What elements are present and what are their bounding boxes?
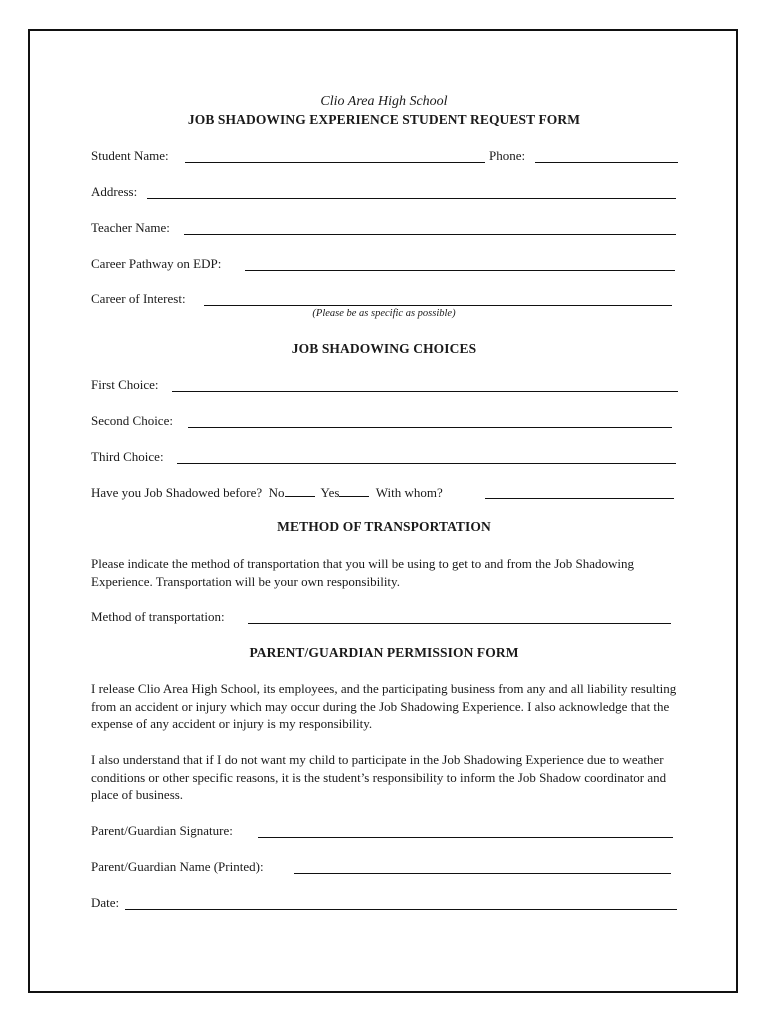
transportation-heading: METHOD OF TRANSPORTATION — [277, 519, 491, 534]
printed-name-field[interactable] — [294, 873, 671, 874]
transport-method-field[interactable] — [248, 623, 671, 624]
student-name-label: Student Name: — [91, 148, 169, 163]
school-name: Clio Area High School — [320, 94, 448, 109]
career-pathway-label: Career Pathway on EDP: — [91, 256, 222, 271]
address-label: Address: — [91, 184, 138, 199]
date-field[interactable] — [125, 909, 677, 910]
shadowed-before-row — [91, 484, 443, 501]
first-choice-field[interactable] — [172, 391, 678, 392]
yes-label: Yes — [320, 485, 340, 500]
second-choice-label: Second Choice: — [91, 413, 173, 428]
address-field[interactable] — [147, 198, 676, 199]
third-choice-label: Third Choice: — [91, 449, 164, 464]
career-interest-note: (Please be as specific as possible) — [312, 308, 456, 319]
choices-heading: JOB SHADOWING CHOICES — [291, 341, 477, 356]
signature-field[interactable] — [258, 837, 673, 838]
no-label: No — [268, 485, 285, 500]
phone-field[interactable] — [535, 162, 678, 163]
career-interest-field[interactable] — [204, 305, 672, 306]
phone-label: Phone: — [489, 148, 526, 163]
yes-field[interactable] — [339, 484, 369, 497]
with-whom-label: With whom? — [375, 485, 443, 500]
teacher-name-label: Teacher Name: — [91, 220, 170, 235]
third-choice-field[interactable] — [177, 463, 676, 464]
permission-heading: PARENT/GUARDIAN PERMISSION FORM — [249, 645, 519, 660]
transportation-instructions: Please indicate the method of transportation that you will be using to get to and from the Job Shadowing Experience. Transportation will be your own responsibility. — [91, 556, 635, 589]
release-paragraph: I release Clio Area High School, its employees, and the participating business from any and all liability resulting from an accident or injury which may occur during the Job Shadowing Experience. I also acknowledge that the expense of any accident or injury is my responsibility. — [91, 681, 677, 731]
transport-method-label: Method of transportation: — [91, 609, 225, 624]
career-interest-label: Career of Interest: — [91, 291, 186, 306]
first-choice-label: First Choice: — [91, 377, 159, 392]
with-whom-field[interactable] — [485, 498, 674, 499]
student-name-field[interactable] — [185, 162, 485, 163]
no-field[interactable] — [285, 484, 315, 497]
date-label: Date: — [91, 895, 120, 910]
second-choice-field[interactable] — [188, 427, 672, 428]
shadowed-before-label: Have you Job Shadowed before? — [91, 485, 263, 500]
signature-label: Parent/Guardian Signature: — [91, 823, 233, 838]
printed-name-label: Parent/Guardian Name (Printed): — [91, 859, 264, 874]
teacher-name-field[interactable] — [184, 234, 676, 235]
understand-paragraph: I also understand that if I do not want my child to participate in the Job Shadowing Experience due to weather conditions or other specific reasons, it is the student’s responsibility to inform the Job Shadow coordinator and place of business. — [91, 752, 667, 802]
career-pathway-field[interactable] — [245, 270, 675, 271]
page-border — [28, 29, 738, 993]
form-title: JOB SHADOWING EXPERIENCE STUDENT REQUEST FORM — [187, 112, 581, 127]
